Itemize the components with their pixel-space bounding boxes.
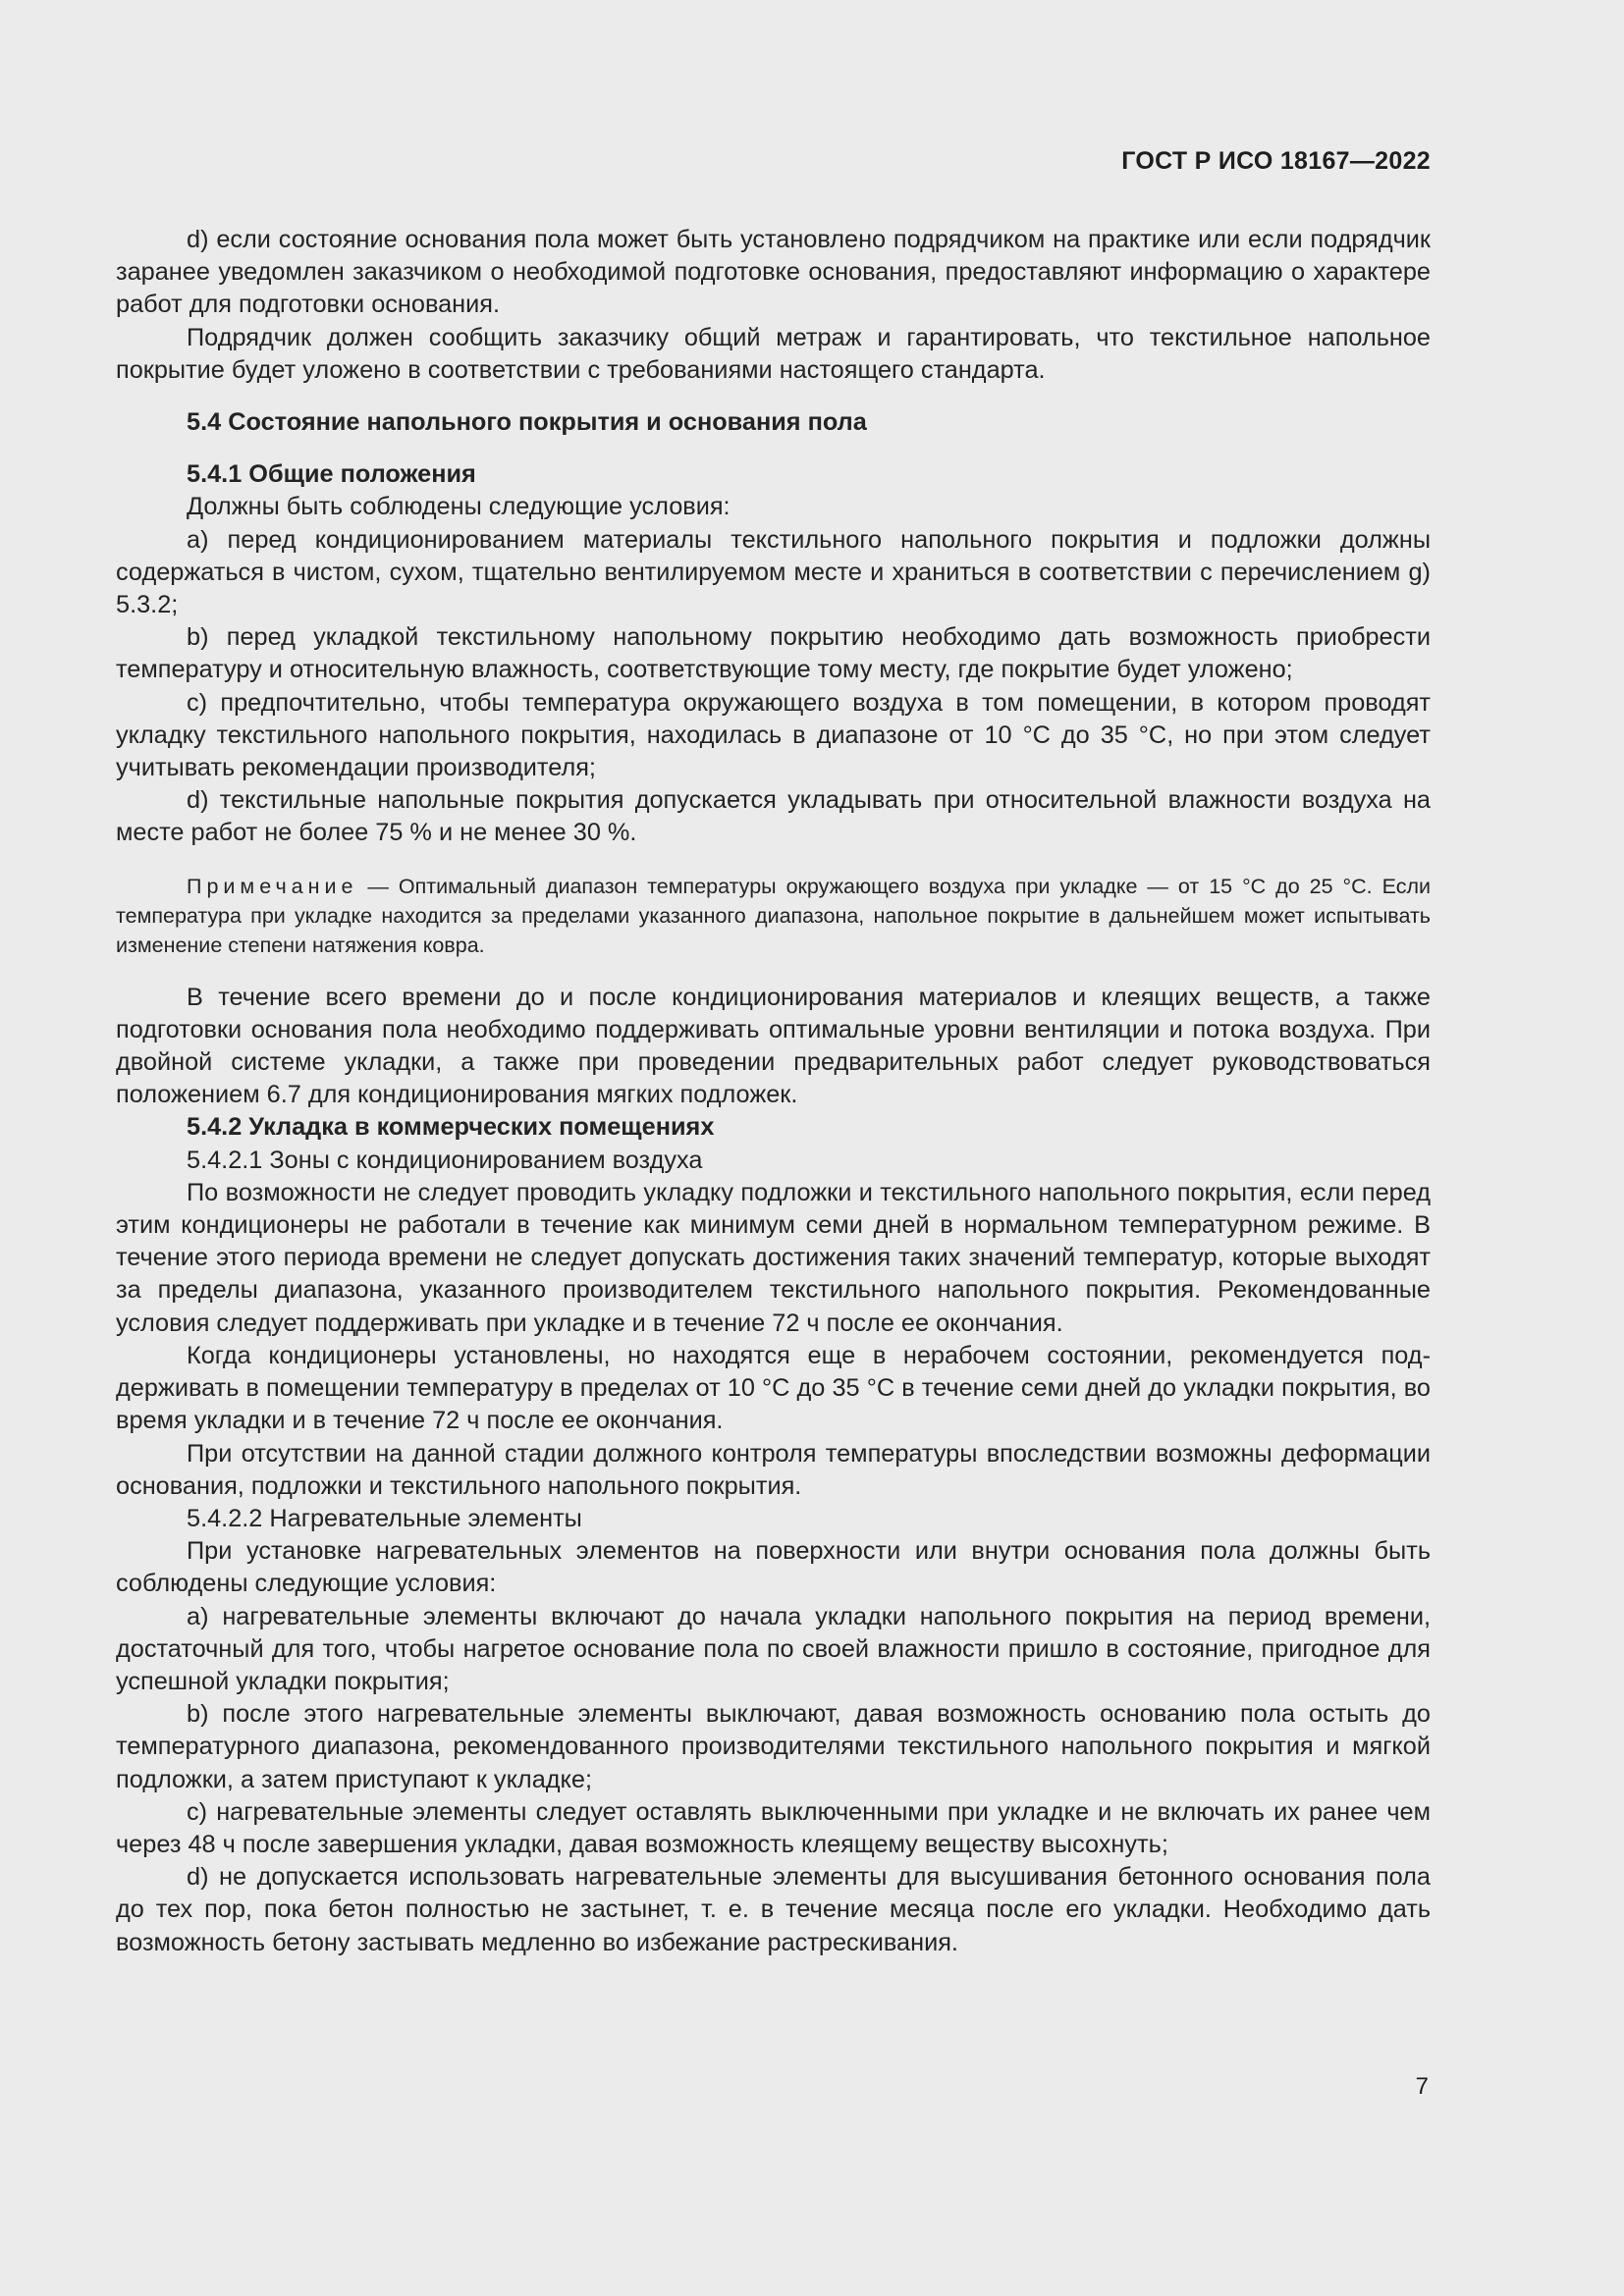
document-code-header: ГОСТ Р ИСО 18167—2022 xyxy=(1121,147,1431,175)
list-item-b: b) перед укладкой текстильному напольному покрытию необходимо дать возможность приобрести температуру и относительную влажность, соответствующие тому месту, где покрытие будет уложено; xyxy=(116,623,1431,684)
list-item-d: d) текстильные напольные покрытия допускается укладывать при относительной влажности воздуха на месте работ не более 75 % и не менее 30 %. xyxy=(116,786,1431,847)
list-item-heat-a: а) нагревательные элементы включают до начала укладки напольного покрытия на период времени, достаточный для того, чтобы нагретое основание пола по своей влажности пришло в состояние, пригодное для успешной укладки покрытия; xyxy=(116,1602,1431,1695)
list-item-heat-b: b) после этого нагревательные элементы выключают, давая возможность основанию пола остыть до температурного диапазона, рекомендованного производителями текстильного напольного покрытия и мягкой подложки, а затем приступают к укладке; xyxy=(116,1700,1431,1793)
section-heading-5-4-2-1: 5.4.2.1 Зоны с кондиционированием воздуха xyxy=(187,1146,703,1174)
paragraph-conditions-intro: Должны быть соблюдены следующие условия: xyxy=(187,493,731,521)
paragraph-heat-intro: При установке нагревательных элементов на поверхности или внутри основания пола должны быть соблюдены следующие условия: xyxy=(116,1537,1431,1598)
document-body xyxy=(116,224,1431,1959)
note-dash: — xyxy=(357,874,399,898)
note-text: Оптимальный диапазон температуры окружающего воздуха при укладке — от 15 °С до 25 °С. Если температура при укладке находится за пределами указанного диапазона, напольное покрытие в дальнейшем может испытывать изменение степени натяжения ковра. xyxy=(116,874,1431,957)
list-item-heat-d: d) не допускается использовать нагревательные элементы для высушивания бетонного основания пола до тех пор, пока бетон полностью не застынет, т. е. в течение месяца после его укладки. Необходимо дать возможность бетону застывать медленно во избежание растрескивания. xyxy=(116,1863,1431,1956)
paragraph-contractor: Подрядчик должен сообщить заказчику общий метраж и гарантировать, что текстильное напольное покрытие будет уложено в соответствии с требованиями настоящего стандарта. xyxy=(116,323,1431,384)
paragraph-ventilation: В течение всего времени до и после кондиционирования материалов и клеящих веществ, а также подготовки основания пола необходимо поддерживать оптимальные уровни вентиляции и потока воздуха. При двойной системе укладки, а также при проведении предварительных работ следует руководствоваться положением 6.7 для кондиционирования мягких подложек. xyxy=(116,983,1431,1109)
paragraph-ac-3: При отсутствии на данной стадии должного контроля температуры впоследствии возможны деформации основания, подложки и текстильного напольного покрытия. xyxy=(116,1439,1431,1500)
section-heading-5-4-1: 5.4.1 Общие положения xyxy=(187,460,476,489)
list-item-heat-c: с) нагревательные элементы следует оставлять выключенными при укладке и не включать их ранее чем через 48 ч после завершения укладки, давая возможность клеящему веществу высохнуть; xyxy=(116,1797,1431,1858)
note-label: Примечание xyxy=(187,874,358,898)
section-heading-5-4: 5.4 Состояние напольного покрытия и основания пола xyxy=(187,408,867,437)
note-block xyxy=(116,872,1431,960)
list-item-a: а) перед кондиционированием материалы текстильного напольного покрытия и подложки должны содержаться в чистом, сухом, тщательно вентилируемом месте и храниться в соответствии с перечислением g) 5.3.2; xyxy=(116,525,1431,619)
paragraph-ac-2: Когда кондиционеры установлены, но находятся еще в нерабочем состоянии, рекомендуется поддерживать в помещении температуру в пределах от 10 °С до 35 °С в течение семи дней до укладки покрытия, во время укладки и в течение 72 ч после ее окончания. xyxy=(116,1341,1431,1435)
paragraph-d-previous: d) если состояние основания пола может быть установлено подрядчиком на практике или если подрядчик заранее уведомлен заказчиком о необходимой подготовке основания, предоставляют информацию о характере работ для подготовки основания. xyxy=(116,226,1431,319)
section-heading-5-4-2: 5.4.2 Укладка в коммерческих помещениях xyxy=(187,1113,715,1142)
paragraph-ac-1: По возможности не следует проводить укладку подложки и текстильного напольного покрытия, если перед этим кондиционеры не работали в течение как минимум семи дней в нормальном температурном режиме. В течение этого периода времени не следует допускать достижения таких значений температур, которые выходят за пределы диапазона, указанного производителем текстильного напольного покрытия. Рекомендованные условия следует поддерживать при укладке и в течение 72 ч после ее окончания. xyxy=(116,1178,1431,1337)
section-heading-5-4-2-2: 5.4.2.2 Нагревательные элементы xyxy=(187,1504,582,1532)
page-number: 7 xyxy=(1415,2073,1429,2100)
list-item-c: с) предпочтительно, чтобы температура окружающего воздуха в том помещении, в котором проводят укладку текстильного напольного покрытия, находилась в диапазоне от 10 °С до 35 °С, но при этом следует учитывать рекомендации производителя; xyxy=(116,688,1431,782)
